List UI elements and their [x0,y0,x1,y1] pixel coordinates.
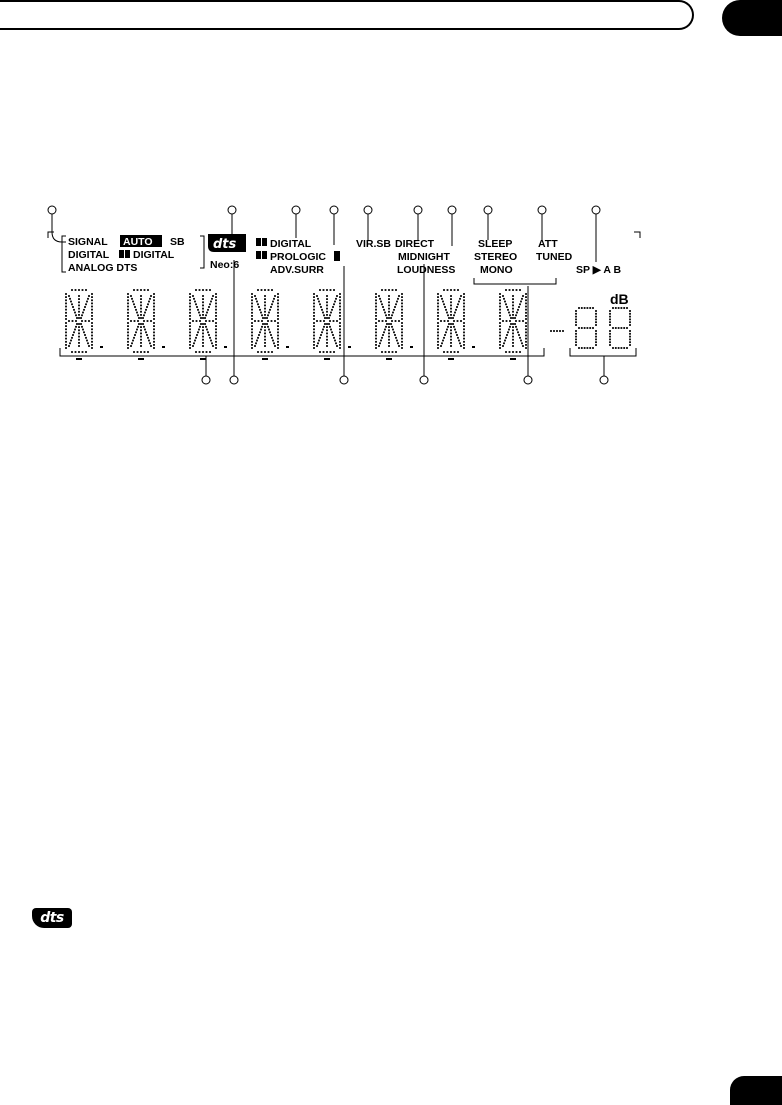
character-cell [251,289,289,360]
volume-digit [609,307,631,349]
volume-digit [575,307,597,349]
dd-digital-label: DIGITAL [133,249,175,261]
dolby-dd-icon-3 [256,251,267,259]
sp-ab-label: SP ▶ A B [576,264,622,276]
sleep-label: SLEEP [478,238,513,250]
dolby-dd-icon [119,250,130,258]
stereo-mono-bracket [474,278,556,284]
bottom-brackets [60,348,636,356]
character-cell [437,289,475,360]
character-display [65,289,527,360]
vir-sb-label: VIR.SB [356,238,392,250]
direct-label: DIRECT [395,238,435,250]
svg-text:dts: dts [213,237,237,252]
adv-surr-label: ADV.SURR [270,264,324,276]
neo6-label: Neo:6 [210,259,240,271]
character-cell [127,289,165,360]
character-cell [313,289,351,360]
midnight-label: MIDNIGHT [398,251,450,263]
db-label: dB [610,291,629,307]
analog-dts-label: ANALOG DTS [68,262,138,274]
att-label: ATT [538,238,558,250]
digital-label: DIGITAL [68,249,110,261]
callout-lines-bottom [202,260,608,384]
loudness-label: LOUDNESS [397,264,456,276]
dts-logo-footer-icon: dts [32,908,72,928]
tuned-label: TUNED [536,251,573,263]
dolby-dd-icon-2 [256,238,267,246]
front-panel-display-diagram [0,0,782,400]
prologic-ii-bar [334,251,340,261]
dts-logo-icon [208,234,246,252]
auto-label: AUTO [123,236,153,248]
volume-display [550,307,631,349]
page-number-badge [730,1076,782,1105]
character-cell [499,289,527,360]
dd-digital-main-label: DIGITAL [270,238,312,250]
character-cell [375,289,413,360]
dd-prologic-label: PROLOGIC [270,251,327,263]
mono-label: MONO [480,264,513,276]
stereo-label: STEREO [474,251,518,263]
character-cell [189,289,227,360]
sb-label: SB [170,236,185,248]
signal-label: SIGNAL [68,236,108,248]
character-cell [65,289,103,360]
